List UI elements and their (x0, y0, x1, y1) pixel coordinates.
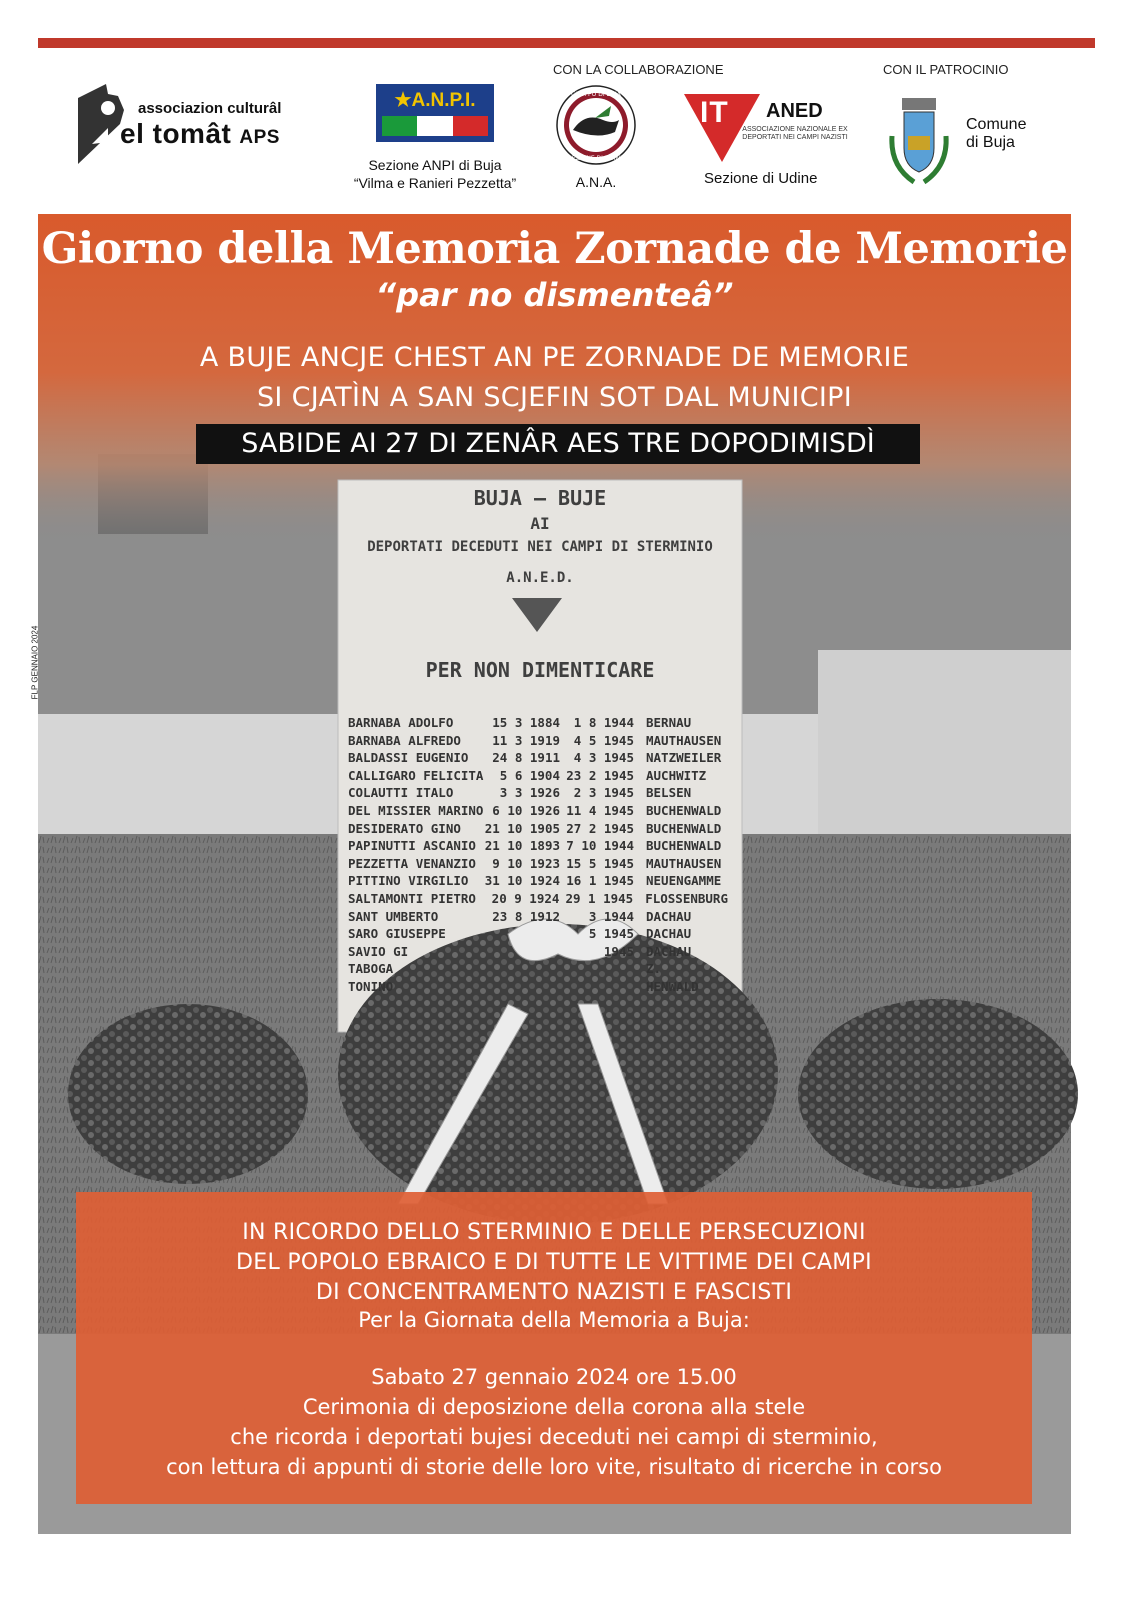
collaboration-label: CON LA COLLABORAZIONE (553, 62, 724, 77)
stele-born (484, 943, 560, 961)
stele-died: 23 2 1945 (566, 767, 634, 783)
stele-name: CALLIGARO FELICITA (348, 767, 484, 783)
stele-born: 31 10 1924 (484, 873, 560, 889)
stele-place: NATZWEILER (646, 750, 722, 766)
stele-born: 21 10 1905 (484, 820, 560, 836)
top-red-rule (38, 38, 1095, 48)
poster-title: Giorno della Memoria Zornade de Memorie (41, 224, 1068, 274)
stele-name: BARNABA ALFREDO (348, 732, 461, 748)
stele-row (348, 714, 728, 732)
stele-place: BUCHENWALD (646, 820, 722, 836)
comune-buja-caption: Comune di Buja (966, 116, 1027, 151)
stele-ai: AI (530, 514, 550, 533)
stele-place: BERNAU (646, 715, 692, 730)
stele-born: 3 3 1926 (499, 785, 560, 801)
stele-born: 9 10 1923 (492, 855, 560, 871)
stele-born: 5 6 1904 (499, 767, 560, 783)
stele-died (560, 978, 634, 996)
info-box (76, 1192, 1032, 1504)
stele-row (348, 925, 728, 943)
stele-name: COLAUTTI ITALO (348, 785, 454, 801)
stele-born: 20 9 1924 (491, 890, 560, 906)
stele-name: PEZZETTA VENANZIO (348, 855, 476, 871)
stele-born: 23 8 1912 (492, 908, 560, 924)
stele-place: MAUTHAUSEN (646, 732, 722, 748)
anpi-logo (330, 84, 540, 194)
photo-credit: FLP GENNAIO 2024 (30, 625, 40, 700)
stele-row (348, 802, 728, 820)
stele-name: SALTAMONTI PIETRO (348, 890, 476, 906)
stele-row (348, 872, 728, 890)
stele-name: PAPINUTTI ASCANIO (348, 838, 476, 854)
patronage-label: CON IL PATROCINIO (883, 62, 1009, 77)
stele-name: DESIDERATO GINO (348, 820, 461, 836)
stele-died: 16 1 1945 (566, 873, 634, 889)
stele-place: MAUTHAUSEN (646, 855, 722, 871)
stele-died: 2 3 1945 (573, 785, 634, 801)
stele-born: 24 8 1911 (492, 750, 560, 766)
anpi-badge (376, 84, 494, 142)
poster-line-2: SI CJATÌN A SAN SCJEFIN SOT DAL MUNICIPI (256, 382, 853, 413)
stele-born: 11 3 1919 (492, 732, 560, 748)
aned-logo (680, 92, 850, 192)
anpi-badge-text: ★A.N.P.I. (394, 90, 476, 111)
stele-place: BUCHENWALD (646, 802, 722, 818)
stele-died: 29 1 1945 (565, 890, 634, 906)
comune-buja-logo (884, 96, 1044, 192)
stele-place: BUCHENWALD (646, 838, 722, 854)
stele-motto: PER NON DIMENTICARE (425, 658, 655, 682)
stele-heading: BUJA — BUJE (473, 486, 607, 510)
stele-names-list (348, 714, 728, 996)
stele-dedication: DEPORTATI DECEDUTI NEI CAMPI DI STERMINIO (367, 539, 713, 555)
poster-line-1: A BUJE ANCJE CHEST AN PE ZORNADE DE MEMORIE (199, 342, 910, 373)
stele-place: HENWALD (646, 978, 699, 994)
stele-aned: A.N.E.D. (506, 570, 574, 586)
poster (30, 214, 1071, 1534)
info-caps: IN RICORDO DELLO STERMINIO E DELLE PERSECUZIONI DEL POPOLO EBRAICO E DI TUTTE LE VITTIME DEI CAMPI DI CONCENTRAMENTO NAZISTI E FASCISTI (236, 1220, 872, 1305)
ana-caption: A.N.A. (575, 174, 617, 190)
stele-died: 5 1945 (588, 926, 634, 942)
stele-row (348, 732, 728, 750)
stele-row (348, 855, 728, 873)
stele-born (484, 960, 560, 978)
info-details: Sabato 27 gennaio 2024 ore 15.00 Cerimonia di deposizione della corona alla stele che ricorda i deportati bujesi deceduti nei campi di sterminio, con lettura di appunti di storie delle loro vite, risultato di ricerche in corso (166, 1365, 942, 1479)
stele-name: BALDASSI EUGENIO (348, 750, 469, 766)
ana-ring-top: GRUPPO DI BUJA (571, 91, 621, 98)
stele-died: 1945 (603, 943, 634, 959)
stele-row (348, 749, 728, 767)
stele-name: SARO GIUSEPPE (348, 926, 446, 942)
anpi-caption: Sezione ANPI di Buja “Vilma e Ranieri Pezzetta” (353, 157, 517, 191)
ana-ring-bottom: SEZIONE DI UDINE (568, 155, 624, 162)
stele-place: BELSEN (646, 785, 692, 801)
stele-died: 7 10 1944 (566, 838, 634, 854)
italian-flag-icon (382, 116, 488, 136)
stele-row (348, 784, 728, 802)
stele-row (348, 960, 728, 978)
poster-subtitle: “par no dismenteâ” (375, 276, 734, 314)
stele-row (348, 943, 728, 961)
stele-row (348, 978, 728, 996)
el-tomat-logo (78, 82, 318, 168)
stele-died: 27 2 1945 (566, 820, 634, 836)
stele-died: 11 4 1945 (566, 802, 634, 818)
stele-name: TONINO (348, 978, 394, 994)
el-tomat-suffix: APS (239, 127, 280, 148)
aned-mark: IT (700, 96, 729, 129)
date-banner: SABIDE AI 27 DI ZENÂR AES TRE DOPODIMISDÌ (196, 424, 920, 464)
aned-name: ANED (766, 100, 823, 122)
el-tomat-line1: associazion culturâl (138, 100, 282, 117)
stele-place: DACHAU (646, 926, 692, 942)
aned-subtitle: ASSOCIAZIONE NAZIONALE EX DEPORTATI NEI CAMPI NAZISTI (742, 126, 848, 141)
stele-born: 6 10 1926 (492, 802, 560, 818)
stele-born (484, 925, 560, 943)
stele-name: SANT UMBERTO (348, 908, 439, 924)
stele-row (348, 908, 728, 926)
stele-place: NEUENGAMME (646, 873, 722, 889)
stele-name: TABOGA (348, 961, 394, 977)
stele-died: 3 1944 (588, 908, 634, 924)
stele-place: DACHAU (646, 908, 692, 924)
stele-place: AUCHWITZ (646, 767, 707, 783)
stele-row (348, 820, 728, 838)
aned-caption: Sezione di Udine (704, 170, 818, 187)
stele-born: 15 3 1884 (492, 715, 560, 730)
stele-died: 4 5 1945 (573, 732, 634, 748)
stele-died (560, 960, 634, 978)
el-tomat-name: el tomât APS (120, 118, 280, 149)
stele-died: 4 3 1945 (573, 750, 634, 766)
stele-died: 1 8 1944 (573, 715, 634, 730)
stele-row (348, 890, 728, 908)
stele-name: DEL MISSIER MARINO (348, 802, 484, 818)
ana-logo (555, 84, 637, 194)
stele-name: SAVIO GI (348, 943, 409, 959)
stele-name: BARNABA ADOLFO (348, 715, 454, 730)
stele-died: 15 5 1945 (566, 855, 634, 871)
stele-born: 21 10 1893 (484, 838, 560, 854)
stele-place: Z. (646, 961, 662, 977)
stele-place: FLOSSENBURG (645, 890, 728, 906)
stele-place: DACHAU (646, 943, 692, 959)
info-intro: Per la Giornata della Memoria a Buja: (358, 1308, 750, 1332)
buja-coat-of-arms-icon (884, 96, 954, 188)
stele-born (484, 978, 560, 996)
stele-row (348, 837, 728, 855)
stele-name: PITTINO VIRGILIO (348, 873, 469, 889)
ana-emblem-icon (555, 84, 637, 166)
stele-row (348, 767, 728, 785)
